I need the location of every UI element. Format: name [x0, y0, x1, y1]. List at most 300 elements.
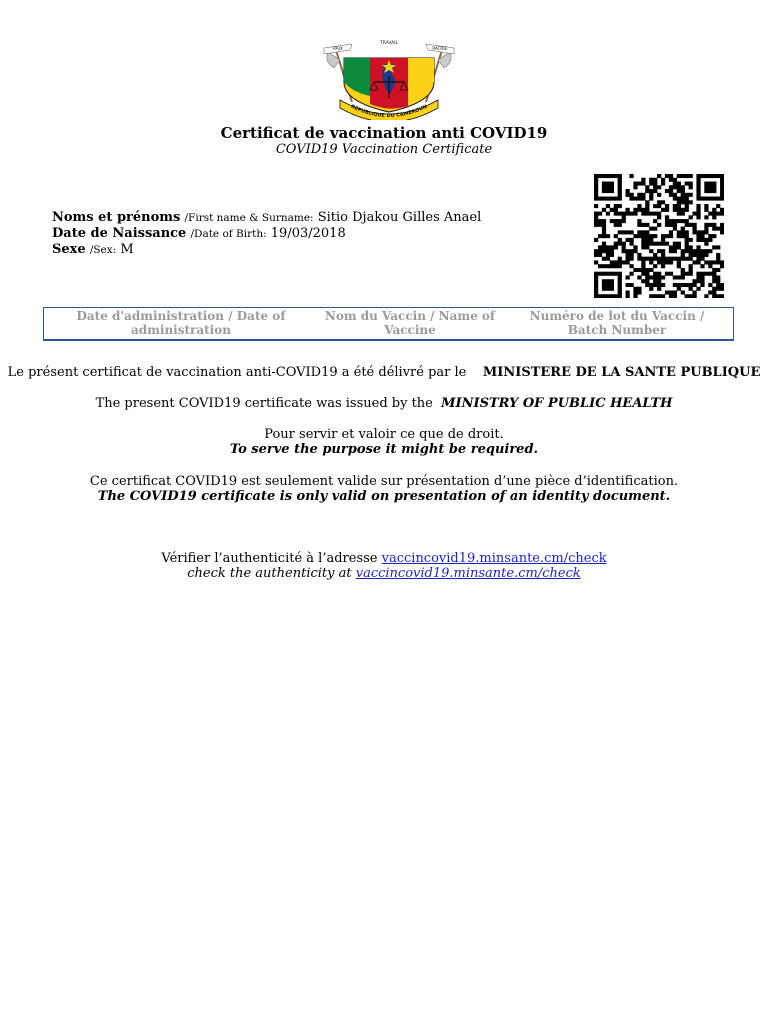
qr-module — [637, 204, 641, 208]
qr-module — [618, 238, 622, 242]
qr-module — [657, 249, 661, 253]
qr-module — [594, 185, 598, 189]
qr-module — [618, 174, 622, 178]
qr-module — [645, 279, 649, 283]
qr-module — [696, 238, 700, 242]
qr-module — [720, 230, 724, 234]
qr-module — [610, 185, 614, 189]
qr-module — [681, 197, 685, 201]
qr-module — [602, 249, 606, 253]
qr-module — [661, 275, 665, 279]
qr-module — [649, 178, 653, 182]
qr-module — [665, 223, 669, 227]
qr-module — [696, 212, 700, 216]
qr-module — [696, 260, 700, 264]
qr-module — [685, 294, 689, 298]
qr-module — [657, 294, 661, 298]
qr-module — [606, 189, 610, 193]
qr-module — [661, 264, 665, 268]
qr-module — [673, 178, 677, 182]
qr-module — [649, 287, 653, 291]
qr-module — [700, 279, 704, 283]
qr-module — [661, 208, 665, 212]
qr-module — [673, 223, 677, 227]
emblem-banner-text: RÉPUBLIQUE DU CAMEROUN — [349, 103, 429, 120]
qr-module — [633, 245, 637, 249]
qr-module — [594, 287, 598, 291]
qr-module — [614, 219, 618, 223]
qr-module — [610, 182, 614, 186]
qr-module — [629, 174, 633, 178]
qr-module — [661, 178, 665, 182]
qr-module — [669, 174, 673, 178]
qr-module — [720, 294, 724, 298]
qr-module — [661, 249, 665, 253]
qr-module — [677, 242, 681, 246]
qr-module — [657, 279, 661, 283]
qr-module — [606, 294, 610, 298]
qr-module — [618, 242, 622, 246]
qr-module — [712, 260, 716, 264]
issued-fr-text: Le présent certificat de vaccination anti-COVID19 a été délivré par le — [7, 365, 467, 380]
qr-module — [665, 260, 669, 264]
qr-module — [716, 204, 720, 208]
qr-module — [689, 185, 693, 189]
qr-module — [606, 283, 610, 287]
qr-module — [641, 234, 645, 238]
qr-module — [712, 223, 716, 227]
qr-module — [716, 174, 720, 178]
qr-module — [657, 272, 661, 276]
qr-module — [610, 245, 614, 249]
qr-module — [708, 272, 712, 276]
motto-top: TRAVAIL — [379, 41, 399, 46]
qr-module — [669, 193, 673, 197]
coat-of-arms-emblem — [322, 36, 456, 120]
identity-block — [52, 210, 481, 258]
qr-module — [645, 238, 649, 242]
qr-module — [602, 197, 606, 201]
qr-module — [641, 182, 645, 186]
qr-module — [689, 215, 693, 219]
qr-module — [610, 253, 614, 257]
qr-module — [665, 174, 669, 178]
qr-module — [653, 279, 657, 283]
issuing-authority-fr: MINISTERE DE LA SANTE PUBLIQUE — [482, 365, 761, 380]
qr-module — [696, 272, 700, 276]
qr-module — [673, 227, 677, 231]
qr-module — [649, 260, 653, 264]
qr-module — [626, 283, 630, 287]
qr-module — [637, 219, 641, 223]
qr-module — [704, 238, 708, 242]
qr-module — [594, 189, 598, 193]
verify-link-fr[interactable]: vaccincovid19.minsante.cm/check — [381, 551, 607, 566]
qr-module — [689, 264, 693, 268]
qr-module — [649, 182, 653, 186]
qr-module — [681, 208, 685, 212]
qr-module — [622, 242, 626, 246]
qr-module — [618, 182, 622, 186]
qr-module — [708, 290, 712, 294]
qr-module — [618, 197, 622, 201]
qr-module — [669, 223, 673, 227]
qr-module — [700, 283, 704, 287]
qr-module — [657, 287, 661, 291]
qr-module — [610, 283, 614, 287]
qr-module — [700, 264, 704, 268]
qr-module — [689, 268, 693, 272]
qr-module — [618, 272, 622, 276]
qr-module — [622, 230, 626, 234]
qr-module — [649, 234, 653, 238]
qr-module — [598, 212, 602, 216]
qr-module — [669, 257, 673, 261]
qr-module — [602, 227, 606, 231]
qr-module — [626, 260, 630, 264]
qr-module — [700, 238, 704, 242]
qr-module — [653, 178, 657, 182]
qr-module — [700, 249, 704, 253]
qr-module — [641, 264, 645, 268]
qr-module — [618, 257, 622, 261]
qr-module — [618, 212, 622, 216]
qr-module — [637, 253, 641, 257]
qr-module — [649, 212, 653, 216]
verify-en-text: check the authenticity at — [187, 566, 352, 581]
qr-module — [606, 204, 610, 208]
qr-module — [633, 287, 637, 291]
qr-module — [594, 238, 598, 242]
qr-module — [708, 223, 712, 227]
qr-module — [606, 253, 610, 257]
issued-by-fr — [0, 365, 768, 381]
verify-fr-text: Vérifier l’authenticité à l’adresse — [161, 551, 378, 566]
qr-module — [681, 257, 685, 261]
qr-module — [594, 290, 598, 294]
qr-module — [602, 283, 606, 287]
qr-module — [645, 208, 649, 212]
qr-module — [641, 245, 645, 249]
qr-module — [645, 272, 649, 276]
qr-module — [681, 234, 685, 238]
header-batch-number: Numéro de lot du Vaccin / Batch Number — [529, 309, 705, 337]
qr-module — [610, 264, 614, 268]
qr-module — [645, 234, 649, 238]
qr-module — [692, 253, 696, 257]
qr-module — [665, 204, 669, 208]
qr-module — [689, 223, 693, 227]
qr-module — [637, 230, 641, 234]
qr-module — [598, 249, 602, 253]
qr-module — [712, 189, 716, 193]
qr-module — [594, 223, 598, 227]
qr-module — [657, 200, 661, 204]
qr-module — [661, 200, 665, 204]
qr-module — [610, 197, 614, 201]
qr-module — [712, 197, 716, 201]
qr-module — [689, 238, 693, 242]
qr-module — [626, 208, 630, 212]
qr-module — [610, 219, 614, 223]
qr-module — [594, 182, 598, 186]
qr-module — [696, 230, 700, 234]
qr-module — [606, 279, 610, 283]
qr-module — [704, 185, 708, 189]
qr-module — [673, 182, 677, 186]
qr-module — [712, 290, 716, 294]
qr-module — [708, 238, 712, 242]
qr-module — [708, 185, 712, 189]
qr-module — [700, 234, 704, 238]
qr-module — [598, 272, 602, 276]
qr-module — [641, 223, 645, 227]
qr-module — [645, 245, 649, 249]
qr-module — [677, 230, 681, 234]
qr-module — [681, 230, 685, 234]
qr-module — [610, 279, 614, 283]
qr-module — [641, 279, 645, 283]
qr-module — [641, 257, 645, 261]
qr-module — [649, 268, 653, 272]
qr-module — [681, 253, 685, 257]
issuing-authority-en: MINISTRY OF PUBLIC HEALTH — [441, 396, 673, 411]
qr-module — [720, 212, 724, 216]
qr-module — [700, 257, 704, 261]
qr-module — [673, 249, 677, 253]
qr-module — [602, 230, 606, 234]
qr-module — [681, 212, 685, 216]
qr-module — [677, 185, 681, 189]
qr-module — [677, 208, 681, 212]
qr-module — [704, 189, 708, 193]
qr-module — [665, 242, 669, 246]
qr-module — [594, 197, 598, 201]
qr-module — [641, 178, 645, 182]
qr-module — [606, 287, 610, 291]
qr-module — [712, 279, 716, 283]
qr-module — [700, 253, 704, 257]
qr-module — [629, 242, 633, 246]
qr-module — [637, 275, 641, 279]
name-row — [52, 210, 481, 226]
qr-module — [633, 208, 637, 212]
qr-module — [681, 268, 685, 272]
qr-module — [614, 204, 618, 208]
qr-module — [708, 189, 712, 193]
qr-module — [696, 182, 700, 186]
qr-module — [708, 234, 712, 238]
qr-module — [685, 223, 689, 227]
qr-module — [626, 193, 630, 197]
qr-module — [629, 197, 633, 201]
qr-module — [665, 234, 669, 238]
qr-module — [681, 227, 685, 231]
qr-module — [606, 249, 610, 253]
verify-link-en[interactable]: vaccincovid19.minsante.cm/check — [355, 566, 581, 581]
qr-module — [614, 242, 618, 246]
dob-label-fr: Date de Naissance — [52, 226, 187, 241]
qr-module — [594, 219, 598, 223]
qr-module — [673, 204, 677, 208]
qr-module — [665, 257, 669, 261]
qr-module — [673, 193, 677, 197]
qr-module — [657, 212, 661, 216]
qr-module — [708, 174, 712, 178]
qr-module — [622, 212, 626, 216]
qr-module — [696, 287, 700, 291]
qr-module — [661, 283, 665, 287]
qr-module — [677, 264, 681, 268]
qr-module — [692, 249, 696, 253]
qr-module — [696, 178, 700, 182]
qr-module — [633, 212, 637, 216]
motto-left: PAIX — [333, 47, 343, 52]
qr-module — [720, 260, 724, 264]
qr-module — [712, 245, 716, 249]
qr-module — [614, 264, 618, 268]
qr-module — [610, 294, 614, 298]
qr-module — [692, 223, 696, 227]
qr-module — [641, 212, 645, 216]
qr-module — [685, 283, 689, 287]
qr-module — [626, 238, 630, 242]
qr-module — [649, 189, 653, 193]
qr-module — [700, 230, 704, 234]
qr-module — [692, 279, 696, 283]
qr-module — [712, 268, 716, 272]
qr-module — [653, 185, 657, 189]
qr-module — [626, 212, 630, 216]
qr-module — [629, 193, 633, 197]
qr-module — [653, 204, 657, 208]
qr-module — [689, 294, 693, 298]
certificate-title: Certificat de vaccination anti COVID19 — [220, 124, 548, 142]
qr-module — [649, 257, 653, 261]
qr-module — [716, 287, 720, 291]
qr-module — [637, 287, 641, 291]
qr-module — [602, 189, 606, 193]
qr-module — [649, 283, 653, 287]
qr-module — [657, 193, 661, 197]
qr-module — [641, 230, 645, 234]
qr-module — [661, 242, 665, 246]
dob-row — [52, 226, 481, 242]
qr-module — [720, 174, 724, 178]
qr-module — [696, 215, 700, 219]
qr-module — [708, 264, 712, 268]
qr-module — [712, 234, 716, 238]
qr-module — [602, 223, 606, 227]
qr-module — [657, 204, 661, 208]
qr-module — [716, 212, 720, 216]
qr-module — [618, 204, 622, 208]
qr-module — [704, 227, 708, 231]
qr-module — [665, 219, 669, 223]
qr-module — [689, 257, 693, 261]
qr-module — [602, 264, 606, 268]
qr-module — [614, 260, 618, 264]
qr-module — [720, 185, 724, 189]
qr-module — [622, 215, 626, 219]
qr-module — [689, 272, 693, 276]
qr-module — [618, 290, 622, 294]
qr-module — [720, 264, 724, 268]
qr-module — [685, 204, 689, 208]
qr-module — [653, 219, 657, 223]
qr-module — [602, 294, 606, 298]
qr-module — [677, 182, 681, 186]
qr-module — [629, 272, 633, 276]
qr-module — [689, 253, 693, 257]
qr-module — [602, 182, 606, 186]
qr-module — [618, 189, 622, 193]
qr-module — [685, 219, 689, 223]
verify-line-fr — [0, 551, 768, 567]
qr-module — [633, 234, 637, 238]
qr-module — [685, 249, 689, 253]
qr-module — [669, 219, 673, 223]
qr-module — [637, 208, 641, 212]
sex-label-fr: Sexe — [52, 242, 86, 257]
qr-module — [661, 238, 665, 242]
qr-module — [645, 275, 649, 279]
qr-module — [689, 182, 693, 186]
qr-module — [645, 212, 649, 216]
qr-module — [594, 275, 598, 279]
qr-module — [594, 193, 598, 197]
qr-module — [712, 272, 716, 276]
qr-module — [633, 249, 637, 253]
qr-module — [629, 230, 633, 234]
qr-module — [685, 245, 689, 249]
qr-module — [689, 200, 693, 204]
qr-module — [622, 245, 626, 249]
qr-module — [716, 245, 720, 249]
qr-module — [720, 197, 724, 201]
qr-module — [637, 234, 641, 238]
qr-module — [606, 234, 610, 238]
qr-module — [685, 197, 689, 201]
qr-module — [653, 212, 657, 216]
qr-module — [594, 204, 598, 208]
qr-module — [653, 294, 657, 298]
qr-module — [622, 260, 626, 264]
qr-module — [626, 189, 630, 193]
qr-module — [720, 283, 724, 287]
qr-module — [692, 294, 696, 298]
qr-module — [689, 249, 693, 253]
validity-note-en: The COVID19 certificate is only valid on presentation of an identity document. — [97, 489, 671, 504]
verify-line-en — [0, 566, 768, 582]
qr-module — [716, 283, 720, 287]
qr-module — [614, 212, 618, 216]
qr-module — [696, 249, 700, 253]
qr-module — [696, 279, 700, 283]
qr-module — [677, 234, 681, 238]
qr-module — [669, 272, 673, 276]
qr-module — [606, 272, 610, 276]
qr-module — [598, 294, 602, 298]
qr-module — [700, 197, 704, 201]
qr-module — [692, 227, 696, 231]
qr-module — [704, 223, 708, 227]
qr-module — [657, 185, 661, 189]
qr-module — [673, 245, 677, 249]
qr-module — [720, 208, 724, 212]
qr-module — [685, 242, 689, 246]
qr-module — [606, 197, 610, 201]
